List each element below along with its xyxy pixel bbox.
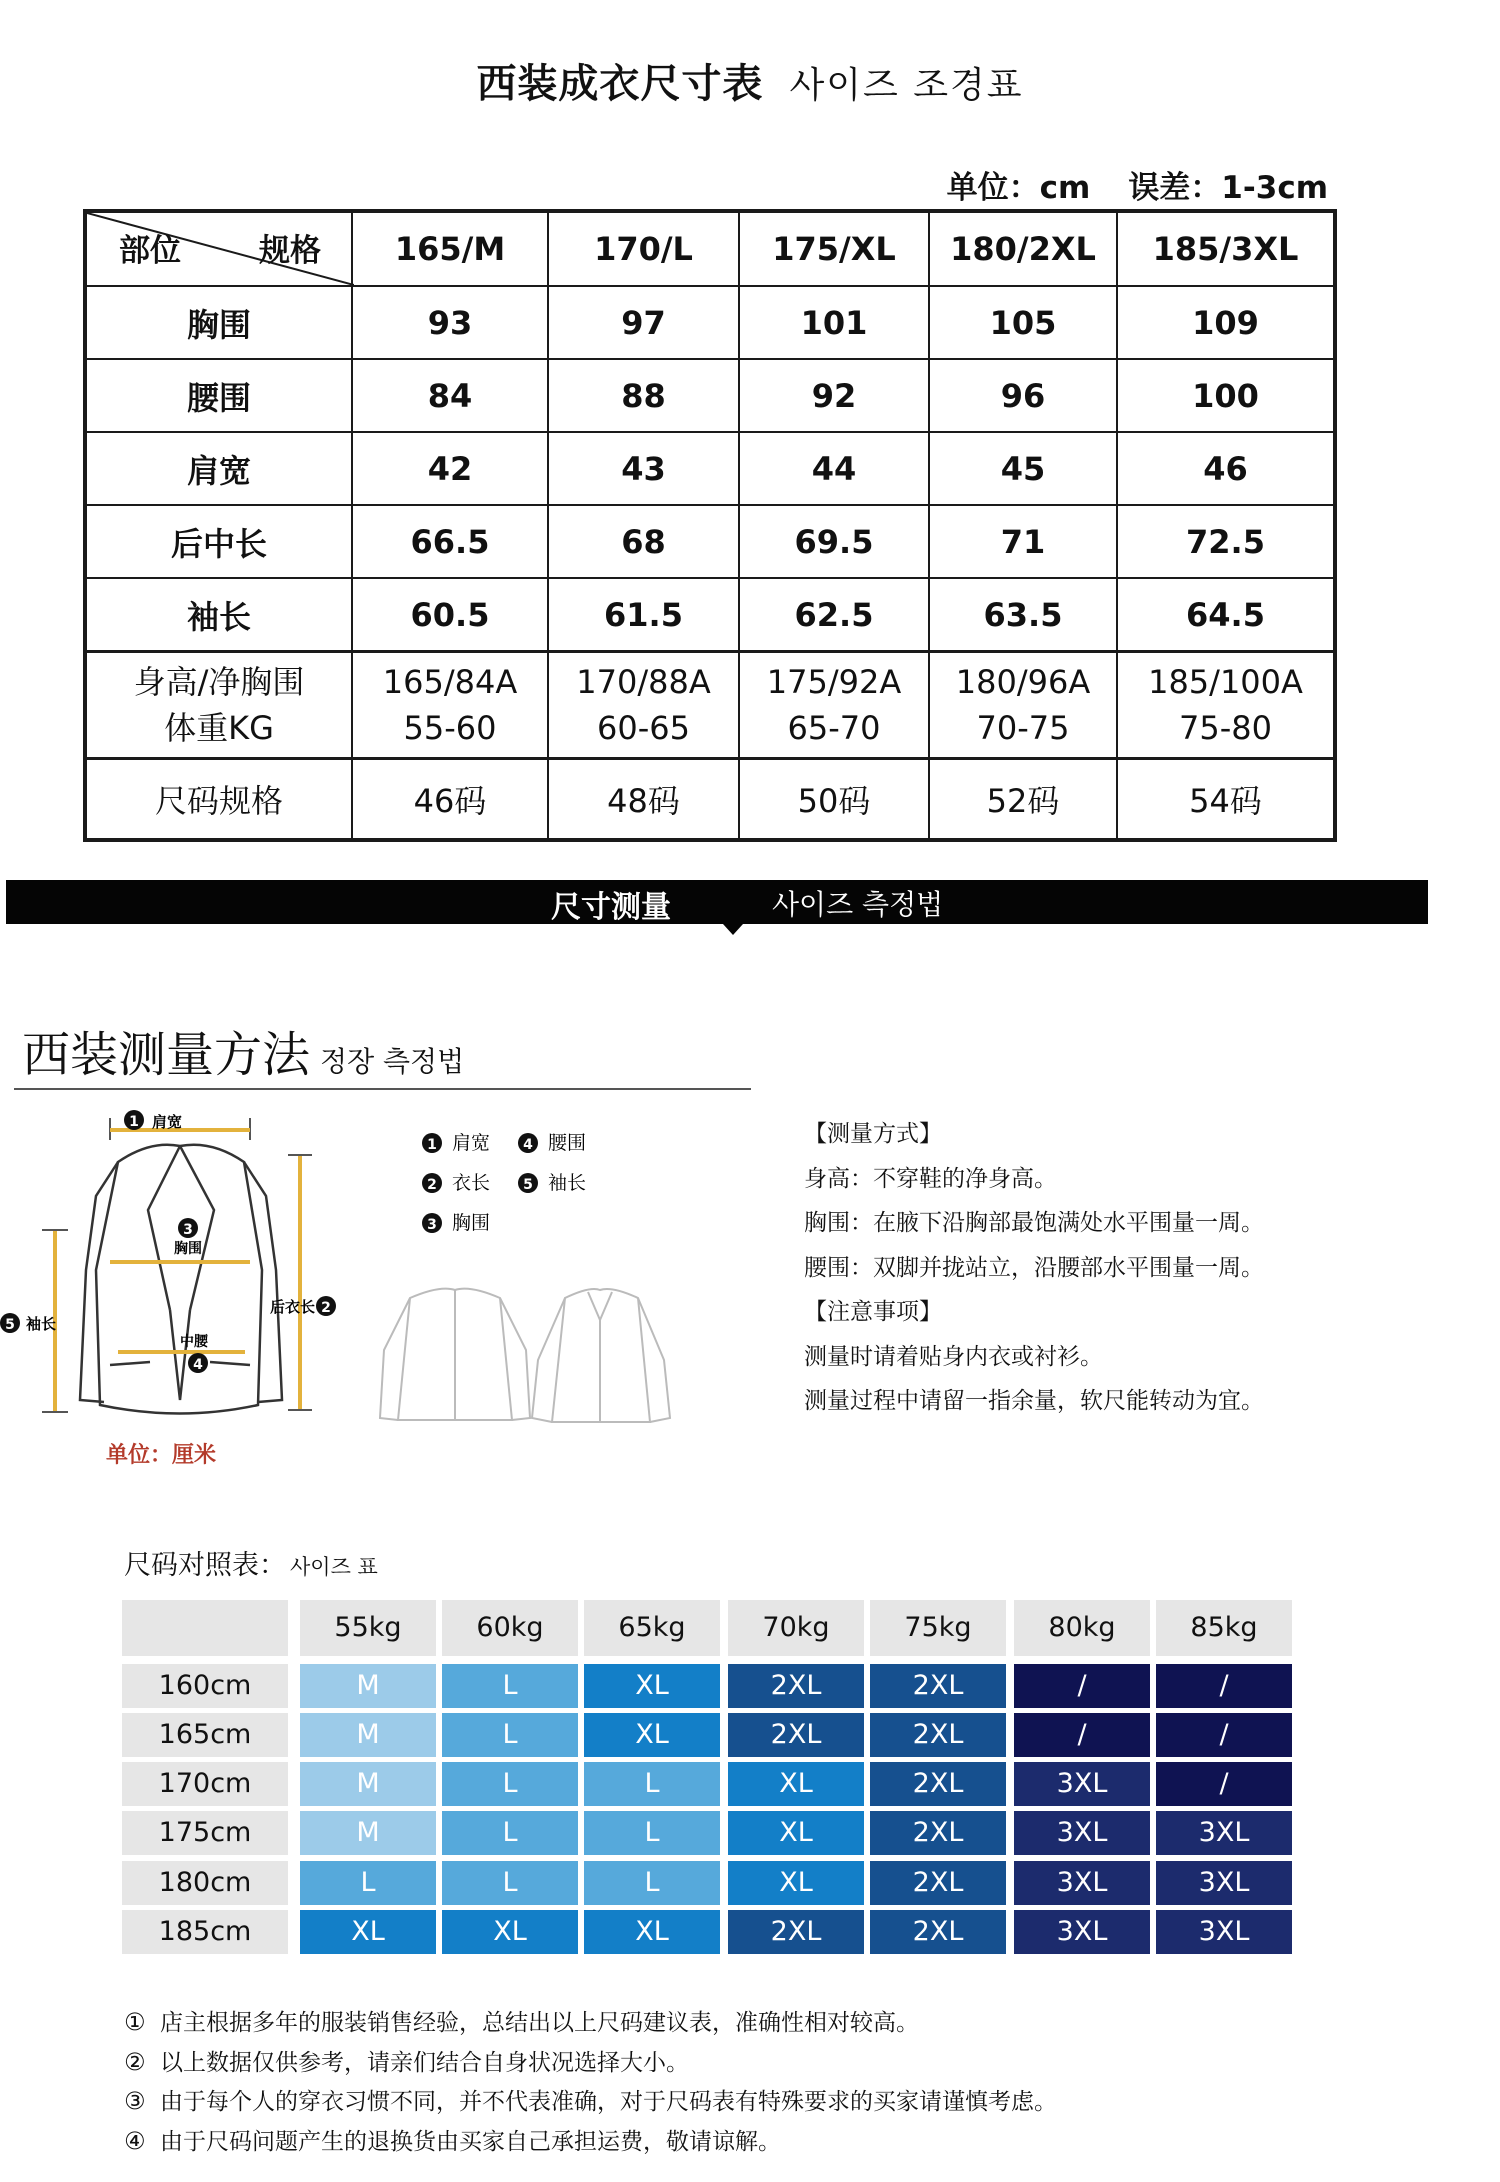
waist-label: 中腰 — [180, 1334, 208, 1350]
table-cell: 50码 — [739, 759, 929, 841]
table-row-body — [85, 652, 1335, 759]
table-cell: 61.5 — [548, 578, 739, 652]
note-item: 胸围：在腋下沿胸部最饱满处水平围量一周。 — [804, 1210, 1264, 1236]
size-column-header: 165/M — [352, 211, 548, 286]
footnote-item — [124, 2003, 1057, 2043]
size-cell: 3XL — [1156, 1910, 1292, 1954]
sleeve-label: 袖长 — [26, 1315, 57, 1333]
svg-text:5: 5 — [523, 1177, 533, 1193]
table-cell: 88 — [548, 359, 739, 432]
footnote-item — [124, 2082, 1057, 2122]
size-cell: 3XL — [1014, 1762, 1150, 1806]
row-label: 肩宽 — [85, 432, 352, 505]
corner-label-part: 部位 — [119, 233, 181, 269]
size-cell: 3XL — [1014, 1861, 1150, 1905]
cell-line: 55-60 — [403, 709, 497, 747]
corner-label-spec: 规格 — [259, 233, 321, 269]
cell-line: 185/100A — [1148, 663, 1303, 701]
table-row-code — [85, 759, 1335, 841]
size-cell: 2XL — [728, 1713, 864, 1757]
table-cell: 69.5 — [739, 505, 929, 578]
divider — [14, 1088, 751, 1090]
size-cell: 2XL — [728, 1664, 864, 1708]
table-cell: 101 — [739, 286, 929, 359]
title-zh: 西装成衣尺寸表 — [476, 61, 764, 107]
svg-text:2: 2 — [321, 1300, 331, 1316]
size-cell: L — [442, 1664, 578, 1708]
weight-header-cell: 60kg — [442, 1600, 578, 1656]
size-cell: 2XL — [870, 1664, 1006, 1708]
table-cell: 96 — [929, 359, 1117, 432]
weight-header-cell: 75kg — [870, 1600, 1006, 1656]
size-cell: 2XL — [870, 1910, 1006, 1954]
svg-text:1: 1 — [129, 1114, 139, 1130]
size-cell: 2XL — [870, 1713, 1006, 1757]
table-cell: 105 — [929, 286, 1117, 359]
size-chart-title — [124, 1543, 378, 1582]
note-item: 测量时请着贴身内衣或衬衫。 — [804, 1343, 1103, 1370]
svg-text:4: 4 — [193, 1357, 203, 1373]
size-cell: XL — [728, 1762, 864, 1806]
weight-header-cell: 55kg — [300, 1600, 436, 1656]
size-cell: L — [584, 1811, 720, 1855]
table-cell: 44 — [739, 432, 929, 505]
error-text: 误差：1-3cm — [1128, 170, 1328, 206]
table-cell — [1117, 652, 1335, 759]
weight-header-cell: 80kg — [1014, 1600, 1150, 1656]
size-cell: 2XL — [728, 1910, 864, 1954]
cell-line: 175/92A — [766, 663, 902, 701]
illustration-unit: 单位：厘米 — [106, 1442, 217, 1468]
size-chart — [122, 1600, 1292, 1954]
table-cell: 93 — [352, 286, 548, 359]
table-cell: 71 — [929, 505, 1117, 578]
table-row — [85, 286, 1335, 359]
method-title-zh: 西装测量方法 — [22, 1027, 311, 1083]
size-column-header: 185/3XL — [1117, 211, 1335, 286]
footnote-text: 由于尺码问题产生的退换货由买家自己承担运费，敬请谅解。 — [160, 2128, 781, 2155]
table-cell: 46码 — [352, 759, 548, 841]
suit-measurement-illustration — [0, 1100, 780, 1440]
table-cell: 45 — [929, 432, 1117, 505]
size-cell: / — [1014, 1713, 1150, 1757]
shoulder-label: 肩宽 — [152, 1113, 183, 1131]
note-item: 身高：不穿鞋的净身高。 — [804, 1165, 1057, 1192]
size-cell: XL — [728, 1861, 864, 1905]
footnote-text: 以上数据仅供参考，请亲们结合自身状况选择大小。 — [160, 2049, 689, 2076]
table-cell: 43 — [548, 432, 739, 505]
chest-label: 胸围 — [174, 1241, 202, 1257]
row-label-line: 体重KG — [164, 709, 274, 747]
row-label: 袖长 — [85, 578, 352, 652]
cell-line: 60-65 — [597, 709, 690, 747]
table-cell: 66.5 — [352, 505, 548, 578]
size-cell: L — [442, 1811, 578, 1855]
legend-waist: 腰围 — [548, 1132, 587, 1154]
table-cell: 97 — [548, 286, 739, 359]
size-column-header: 170/L — [548, 211, 739, 286]
table-cell — [739, 652, 929, 759]
cell-line: 70-75 — [976, 709, 1070, 747]
table-row — [85, 578, 1335, 652]
footnote-item — [124, 2043, 1057, 2083]
notes-heading: 【测量方式】 — [804, 1121, 942, 1147]
svg-text:1: 1 — [427, 1137, 437, 1153]
legend-sleeve: 袖长 — [548, 1172, 587, 1194]
table-cell — [352, 652, 548, 759]
size-cell: L — [442, 1762, 578, 1806]
size-cell: L — [442, 1713, 578, 1757]
notes-heading: 【注意事项】 — [804, 1299, 942, 1325]
size-cell: 3XL — [1014, 1910, 1150, 1954]
cell-line: 75-80 — [1179, 709, 1272, 747]
footnote-text: 由于每个人的穿衣习惯不同，并不代表准确，对于尺码表有特殊要求的买家请谨慎考虑。 — [160, 2089, 1057, 2115]
svg-text:5: 5 — [5, 1317, 15, 1333]
height-header-cell: 185cm — [122, 1910, 288, 1954]
row-label: 腰围 — [85, 359, 352, 432]
weight-header-cell: 85kg — [1156, 1600, 1292, 1656]
legend-shoulder: 肩宽 — [452, 1132, 491, 1154]
size-cell: 3XL — [1014, 1811, 1150, 1855]
size-cell: 2XL — [870, 1861, 1006, 1905]
footnote-item — [124, 2122, 1057, 2162]
length-label: 后衣长 — [270, 1298, 316, 1316]
svg-text:4: 4 — [523, 1137, 533, 1153]
size-cell: M — [300, 1762, 436, 1806]
size-cell: XL — [442, 1910, 578, 1954]
size-cell: M — [300, 1713, 436, 1757]
size-cell: XL — [300, 1910, 436, 1954]
size-chart-title-ko: 사이즈 표 — [290, 1555, 378, 1579]
row-label-line: 身高/净胸围 — [133, 663, 305, 701]
unit-text: 单位：cm — [946, 170, 1091, 206]
row-label: 后中长 — [85, 505, 352, 578]
svg-text:2: 2 — [427, 1177, 437, 1193]
footnote-text: 店主根据多年的服装销售经验，总结出以上尺码建议表，准确性相对较高。 — [160, 2010, 919, 2036]
size-chart-title-zh: 尺码对照表： — [124, 1550, 286, 1581]
table-cell: 72.5 — [1117, 505, 1335, 578]
size-cell: L — [300, 1861, 436, 1905]
title-ko: 사이즈 조경표 — [789, 65, 1024, 106]
table-cell: 109 — [1117, 286, 1335, 359]
size-cell: M — [300, 1664, 436, 1708]
size-cell: 2XL — [870, 1811, 1006, 1855]
table-cell: 46 — [1117, 432, 1335, 505]
size-cell: XL — [584, 1713, 720, 1757]
legend-chest: 胸围 — [452, 1212, 491, 1234]
page-title — [0, 52, 1500, 109]
banner-title-ko: 사이즈 측정법 — [772, 888, 944, 921]
cell-line: 180/96A — [955, 663, 1091, 701]
table-cell — [929, 652, 1117, 759]
banner-title-zh: 尺寸测量 — [551, 890, 671, 925]
svg-text:3: 3 — [427, 1217, 437, 1233]
height-header-cell: 180cm — [122, 1861, 288, 1905]
size-column-header: 175/XL — [739, 211, 929, 286]
weight-header-cell: 70kg — [728, 1600, 864, 1656]
method-title — [22, 1016, 464, 1085]
chart-corner-cell — [122, 1600, 288, 1656]
size-cell: XL — [584, 1664, 720, 1708]
table-row — [85, 505, 1335, 578]
size-cell: L — [442, 1861, 578, 1905]
size-cell: L — [584, 1762, 720, 1806]
size-cell: / — [1156, 1713, 1292, 1757]
table-cell: 63.5 — [929, 578, 1117, 652]
shirt-sketch-icon — [532, 1289, 670, 1422]
table-cell: 42 — [352, 432, 548, 505]
row-label — [85, 652, 352, 759]
jacket-sketch-icon — [380, 1289, 530, 1420]
svg-text:3: 3 — [183, 1222, 193, 1238]
table-cell: 54码 — [1117, 759, 1335, 841]
table-cell — [548, 652, 739, 759]
size-cell: L — [584, 1861, 720, 1905]
size-cell: XL — [728, 1811, 864, 1855]
note-item: 测量过程中请留一指余量，软尺能转动为宜。 — [804, 1388, 1264, 1414]
row-label: 胸围 — [85, 286, 352, 359]
footnote-number: ③ — [124, 2087, 146, 2115]
note-item: 腰围：双脚并拢站立，沿腰部水平围量一周。 — [804, 1254, 1264, 1281]
size-cell: 3XL — [1156, 1811, 1292, 1855]
size-cell: / — [1156, 1664, 1292, 1708]
legend — [422, 1132, 586, 1234]
cell-line: 165/84A — [382, 663, 518, 701]
measurement-notes — [804, 1112, 1264, 1424]
size-cell: / — [1156, 1762, 1292, 1806]
legend-length: 衣长 — [452, 1172, 491, 1194]
size-cell: 2XL — [870, 1762, 1006, 1806]
table-row — [85, 432, 1335, 505]
height-header-cell: 160cm — [122, 1664, 288, 1708]
footnote-number: ② — [124, 2047, 146, 2076]
table-cell: 52码 — [929, 759, 1117, 841]
method-title-ko: 정장 측정법 — [320, 1045, 465, 1078]
size-cell: / — [1014, 1664, 1150, 1708]
size-cell: 3XL — [1156, 1861, 1292, 1905]
size-cell: XL — [584, 1910, 720, 1954]
table-cell: 64.5 — [1117, 578, 1335, 652]
table-cell: 100 — [1117, 359, 1335, 432]
height-header-cell: 165cm — [122, 1713, 288, 1757]
table-cell: 60.5 — [352, 578, 548, 652]
table-cell: 62.5 — [739, 578, 929, 652]
height-header-cell: 170cm — [122, 1762, 288, 1806]
footnotes — [124, 2003, 1057, 2161]
unit-line — [947, 162, 1328, 207]
size-cell: M — [300, 1811, 436, 1855]
table-corner-cell — [85, 211, 352, 286]
weight-header-cell: 65kg — [584, 1600, 720, 1656]
table-cell: 68 — [548, 505, 739, 578]
cell-line: 170/88A — [576, 663, 711, 701]
cell-line: 65-70 — [787, 709, 881, 747]
jacket-icon — [80, 1145, 282, 1414]
footnote-number: ① — [124, 2008, 146, 2036]
size-column-header: 180/2XL — [929, 211, 1117, 286]
section-banner — [6, 880, 1428, 924]
height-header-cell: 175cm — [122, 1811, 288, 1855]
size-table-header-row — [85, 211, 1335, 286]
table-cell: 92 — [739, 359, 929, 432]
footnote-number: ④ — [124, 2126, 146, 2155]
table-row — [85, 359, 1335, 432]
table-cell: 84 — [352, 359, 548, 432]
banner-pointer — [723, 924, 743, 935]
table-cell: 48码 — [548, 759, 739, 841]
row-label: 尺码规格 — [85, 759, 352, 841]
size-table — [83, 209, 1337, 842]
